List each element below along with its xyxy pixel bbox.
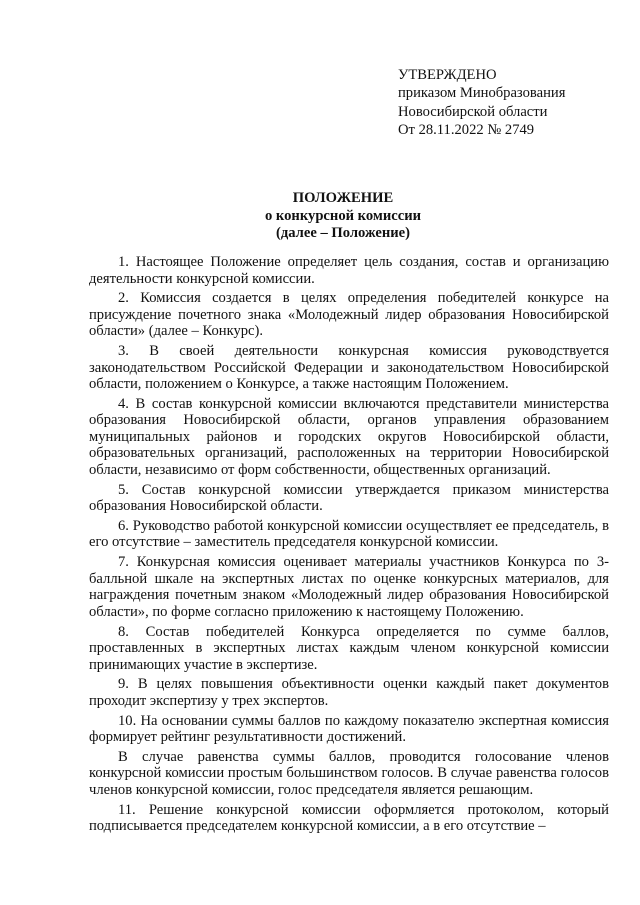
title-heading: ПОЛОЖЕНИЕ (292, 190, 394, 206)
paragraph: 5. Состав конкурсной комиссии утверждается приказом министерства образования Новосибирской области. (89, 481, 609, 515)
approval-heading: УТВЕРЖДЕНО (398, 67, 497, 83)
paragraph: В случае равенства суммы баллов, проводится голосование членов конкурсной комиссии простым большинством голосов. В случае равенства голосов членов конкурсной комиссии, голос председателя является решающим. (89, 748, 609, 798)
document-body (89, 254, 609, 835)
paragraph: 3. В своей деятельности конкурсная комиссия руководствуется законодательством Российской Федерации и законодательством Новосибирской области, положением о Конкурсе, а также настоящим Положением. (89, 343, 609, 393)
paragraph: 2. Комиссия создается в целях определения победителей конкурсе на присуждение почетного знака «Молодежный лидер образования Новосибирской области» (далее – Конкурс). (89, 290, 609, 340)
title-subject: о конкурсной комиссии (264, 207, 422, 224)
approval-region: Новосибирской области (398, 103, 548, 120)
paragraph: 11. Решение конкурсной комиссии оформляется протоколом, который подписывается председателем конкурсной комиссии, а в его отсутствие – (89, 801, 609, 835)
paragraph: 4. В состав конкурсной комиссии включаются представители министерства образования Новосибирской области, органов управления образованием муниципальных районов и городских округов Новосибирской области, образовательных организаций, расположенных на территории Новосибирской области, независимо от форм собственности, общественных организаций. (89, 395, 609, 478)
paragraph: 9. В целях повышения объективности оценки каждый пакет документов проходит экспертизу у трех экспертов. (89, 676, 609, 709)
approval-date-number: От 28.11.2022 № 2749 (398, 122, 535, 139)
document-title (0, 190, 640, 243)
paragraph: 8. Состав победителей Конкурса определяется по сумме баллов, проставленных в экспертных листах каждым членом конкурсной комиссии принимающих участие в экспертизе. (89, 623, 609, 673)
paragraph: 10. На основании суммы баллов по каждому показателю экспертная комиссия формирует рейтинг результативности достижений. (89, 712, 609, 746)
approval-order: приказом Минобразования (398, 85, 566, 102)
title-abbreviation: (далее – Положение) (275, 225, 410, 242)
paragraph: 1. Настоящее Положение определяет цель создания, состав и организацию деятельности конкурсной комиссии. (89, 254, 609, 287)
approval-stamp (398, 66, 628, 140)
paragraph: 7. Конкурсная комиссия оценивает материалы участников Конкурса по 3-балльной шкале на экспертных листах по оценке конкурсных материалов, для награждения почетным знаком «Молодежный лидер образования Новосибирской области», по форме согласно приложению к настоящему Положению. (89, 554, 609, 620)
paragraph: 6. Руководство работой конкурсной комиссии осуществляет ее председатель, в его отсутствие – заместитель председателя конкурсной комиссии. (89, 517, 609, 551)
